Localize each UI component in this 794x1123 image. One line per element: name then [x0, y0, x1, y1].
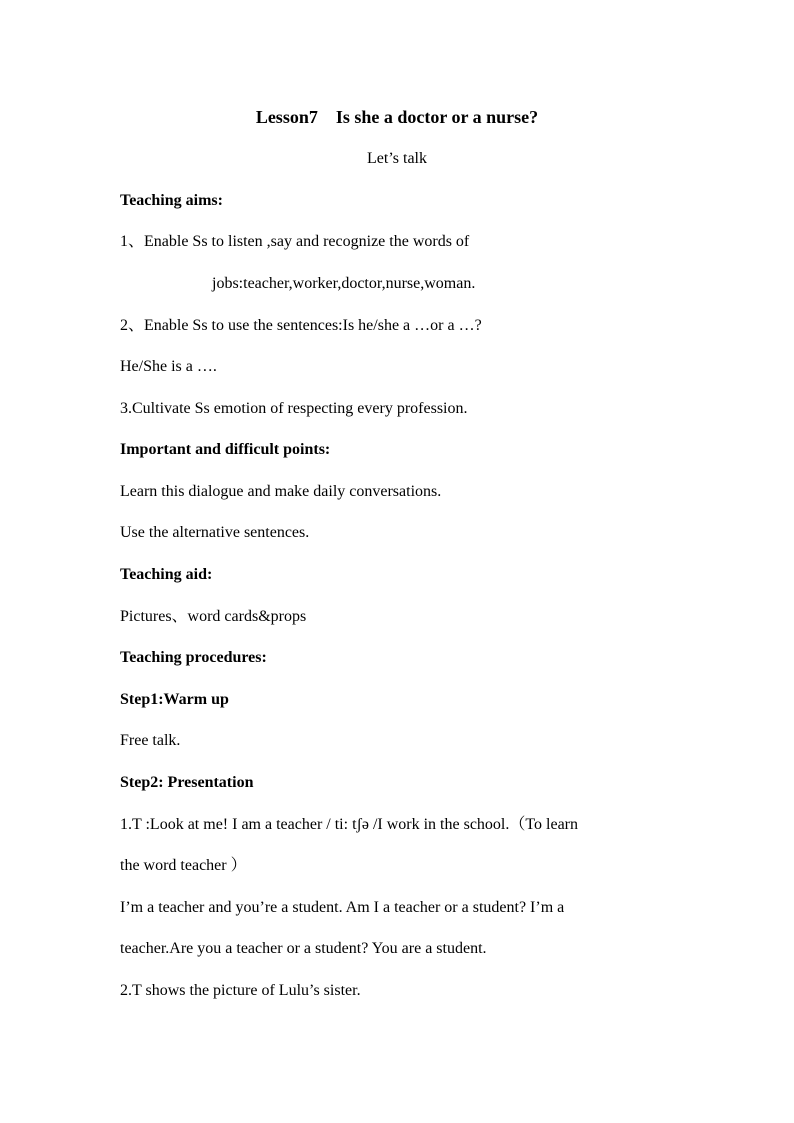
teaching-aid-line: Pictures、word cards&props: [120, 608, 307, 625]
teaching-aims-heading: Teaching aims:: [120, 192, 223, 209]
points-heading: Important and difficult points:: [120, 441, 331, 458]
step2-line-3: I’m a teacher and you’re a student. Am I a teacher or a student? I’m a: [120, 899, 565, 916]
aim-item-3: 3.Cultivate Ss emotion of respecting every profession.: [120, 400, 468, 417]
points-line-2: Use the alternative sentences.: [120, 524, 310, 541]
step1-line-1: Free talk.: [120, 732, 181, 749]
step2-line-1: 1.T :Look at me! I am a teacher / ti: tʃə /I work in the school.（To learn: [120, 816, 578, 833]
page-subtitle: Let’s talk: [367, 150, 427, 167]
aim-item-2-continued: He/She is a ….: [120, 358, 217, 375]
aim-item-2: 2、Enable Ss to use the sentences:Is he/she a …or a …?: [120, 317, 482, 334]
points-line-1: Learn this dialogue and make daily conversations.: [120, 483, 442, 500]
aim-item-1-continued: jobs:teacher,worker,doctor,nurse,woman.: [212, 275, 476, 292]
procedures-heading: Teaching procedures:: [120, 649, 267, 666]
step2-heading: Step2: Presentation: [120, 774, 254, 791]
aim-item-1: 1、Enable Ss to listen ,say and recognize the words of: [120, 233, 470, 250]
teaching-aid-heading: Teaching aid:: [120, 566, 213, 583]
page-title: Lesson7 Is she a doctor or a nurse?: [255, 107, 539, 127]
step2-line-4: teacher.Are you a teacher or a student? You are a student.: [120, 940, 487, 957]
step1-heading: Step1:Warm up: [120, 691, 229, 708]
step2-line-5: 2.T shows the picture of Lulu’s sister.: [120, 982, 361, 999]
step2-line-2: the word teacher ）: [120, 857, 247, 874]
